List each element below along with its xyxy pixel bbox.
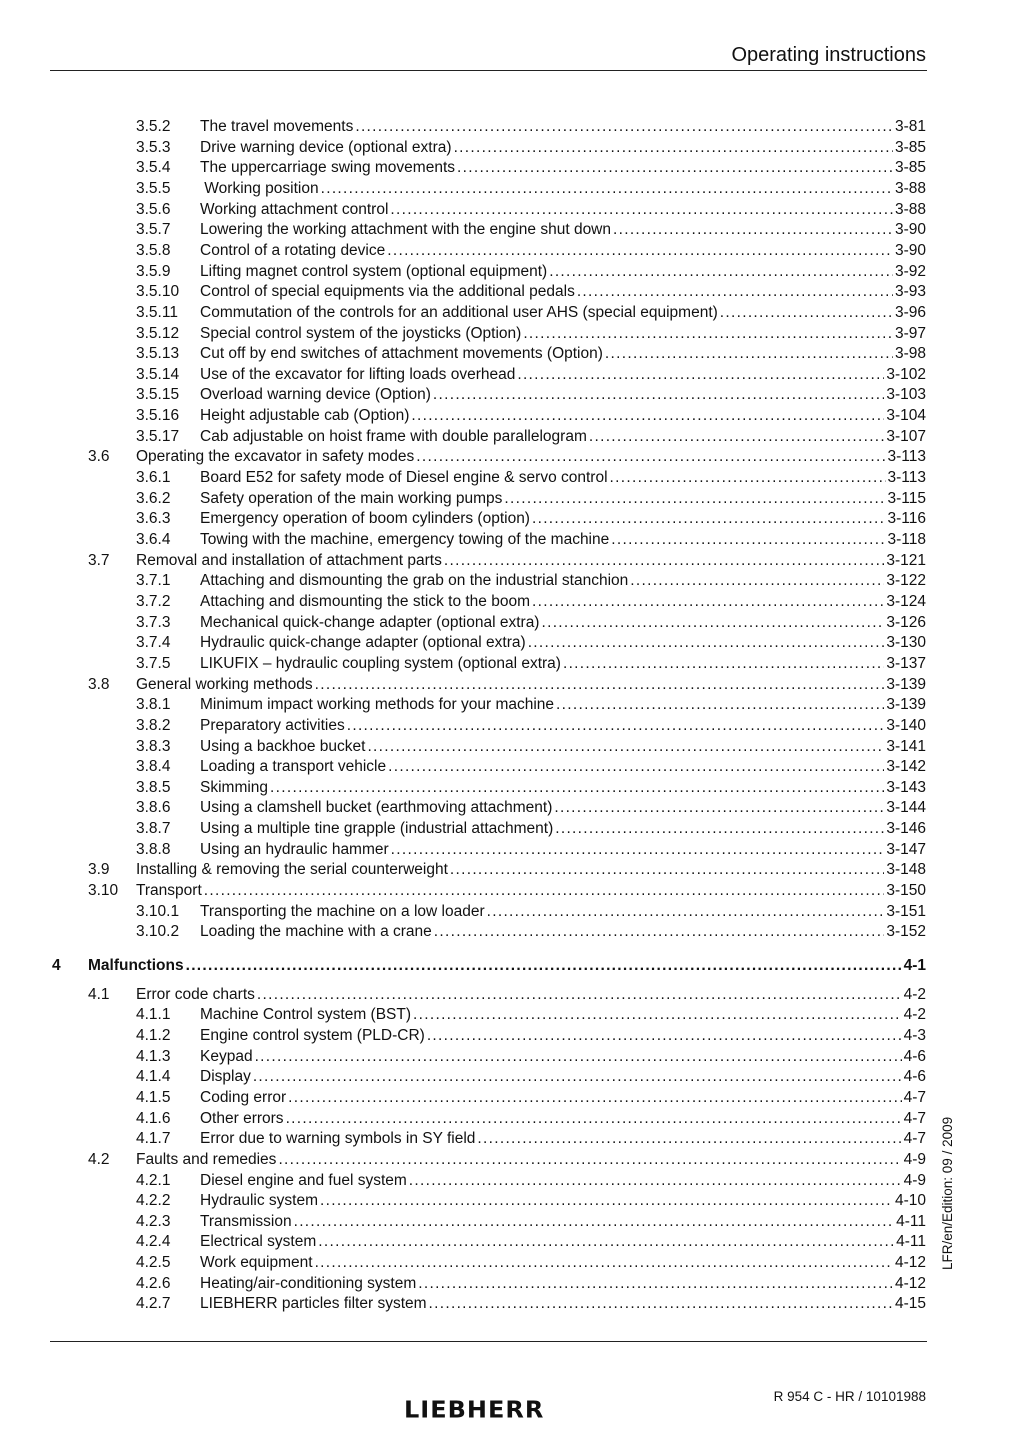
toc-page-number: 3-143 [886, 778, 926, 796]
toc-row[interactable] [136, 922, 926, 943]
toc-leader-dots [532, 592, 884, 613]
toc-title: Control of special equipments via the additional pedals [200, 283, 575, 301]
toc-leader-dots [434, 922, 885, 943]
toc-number: 3.5.17 [136, 427, 180, 445]
toc-title: Using a clamshell bucket (earthmoving attachment) [200, 799, 553, 817]
toc-page-number: 3-140 [886, 716, 926, 734]
toc-row[interactable] [136, 1047, 926, 1068]
toc-leader-dots [286, 1109, 902, 1130]
toc-number: 3.9 [88, 861, 110, 879]
toc-row[interactable] [136, 509, 926, 530]
toc-leader-dots [320, 1191, 893, 1212]
toc-leader-dots [355, 117, 893, 138]
page-header-title: Operating instructions [731, 44, 926, 66]
toc-page-number: 3-126 [886, 613, 926, 631]
toc-row[interactable] [136, 1026, 926, 1047]
toc-title: Loading a transport vehicle [200, 758, 387, 776]
toc-number: 3.5.14 [136, 365, 180, 383]
toc-number: 3.10.2 [136, 923, 180, 941]
toc-row[interactable] [136, 1171, 926, 1192]
toc-page-number: 3-92 [894, 262, 926, 280]
toc-page-number: 3-103 [886, 386, 926, 404]
toc-leader-dots [318, 1232, 894, 1253]
toc-page-number: 4-7 [903, 1109, 926, 1127]
toc-leader-dots [487, 902, 885, 923]
toc-title: Overload warning device (Option) [200, 386, 431, 404]
toc-row[interactable] [136, 406, 926, 427]
toc-number: 3.5.4 [136, 159, 171, 177]
toc-leader-dots [315, 1253, 893, 1274]
toc-row[interactable] [136, 1129, 926, 1150]
toc-row[interactable] [136, 262, 926, 283]
toc-page-number: 4-3 [903, 1026, 926, 1044]
toc-title: Operating the excavator in safety modes [136, 448, 415, 466]
toc-row[interactable] [136, 489, 926, 510]
toc-number: 3.6.4 [136, 531, 171, 548]
toc-title: Electrical system [200, 1233, 317, 1251]
toc-page-number: 3-90 [894, 221, 926, 239]
toc-row[interactable] [136, 613, 926, 634]
toc-page-number: 4-9 [903, 1150, 926, 1168]
toc-leader-dots [186, 956, 902, 977]
toc-leader-dots [532, 509, 886, 530]
toc-title: Error due to warning symbols in SY field [200, 1130, 476, 1148]
toc-row[interactable] [136, 902, 926, 923]
toc-row[interactable] [136, 158, 926, 179]
toc-row[interactable] [136, 468, 926, 489]
toc-row[interactable] [88, 551, 926, 572]
toc-page-number: 3-85 [894, 138, 926, 156]
toc-number: 3.5.12 [136, 324, 180, 342]
toc-row[interactable] [136, 241, 926, 262]
toc-leader-dots [528, 633, 885, 654]
toc-row[interactable] [136, 138, 926, 159]
toc-row[interactable] [136, 633, 926, 654]
toc-title: Skimming [200, 778, 269, 796]
toc-page-number: 3-122 [886, 572, 926, 590]
toc-number: 3.5.15 [136, 386, 180, 404]
toc-title: Safety operation of the main working pumps [200, 489, 503, 507]
toc-page-number: 4-7 [903, 1130, 926, 1148]
toc-leader-dots [563, 654, 884, 675]
toc-number: 3.8.4 [136, 758, 171, 776]
toc-title: Board E52 for safety mode of Diesel engine & servo control [200, 469, 608, 487]
toc-leader-dots [257, 985, 902, 1006]
toc-row[interactable] [136, 530, 926, 551]
toc-row[interactable] [136, 1212, 926, 1233]
toc-title: Attaching and dismounting the grab on the industrial stanchion [200, 572, 629, 590]
toc-title: Removal and installation of attachment parts [136, 551, 442, 569]
toc-page-number: 3-146 [886, 820, 926, 838]
toc-leader-dots [541, 613, 884, 634]
toc-page-number: 4-6 [903, 1068, 926, 1086]
toc-number: 3.6.2 [136, 489, 171, 507]
toc-row[interactable] [136, 1274, 926, 1295]
toc-title: LIKUFIX – hydraulic coupling system (optional extra) [200, 654, 561, 672]
toc-page-number: 3-107 [886, 427, 926, 445]
toc-page-number: 3-88 [894, 179, 926, 197]
toc-row[interactable] [136, 1294, 926, 1315]
toc-title: Preparatory activities [200, 716, 345, 734]
toc-title: Drive warning device (optional extra) [200, 138, 452, 156]
toc-row[interactable] [136, 282, 926, 303]
toc-page-number: 4-10 [894, 1192, 926, 1210]
toc-row[interactable] [136, 654, 926, 675]
toc-page-number: 4-2 [903, 985, 926, 1003]
toc-title: Commutation of the controls for an additional user AHS (special equipment) [200, 303, 718, 321]
toc-number: 3.6 [88, 448, 110, 466]
toc-page-number: 3-81 [894, 118, 926, 135]
toc-number: 4.2.5 [136, 1254, 171, 1272]
toc-number: 3.5.7 [136, 221, 171, 239]
toc-title: Cut off by end switches of attachment movements (Option) [200, 345, 603, 363]
toc-number: 4.2.4 [136, 1233, 171, 1251]
toc-row[interactable] [88, 447, 926, 468]
toc-row[interactable] [136, 179, 926, 200]
toc-title: Engine control system (PLD-CR) [200, 1026, 425, 1044]
toc-title: Display [200, 1068, 251, 1086]
toc-title: Mechanical quick-change adapter (optional extra) [200, 613, 540, 631]
toc-leader-dots [477, 1129, 901, 1150]
toc-title: Keypad [200, 1047, 253, 1065]
toc-leader-dots [457, 158, 893, 179]
toc-leader-dots [347, 716, 885, 737]
toc-row[interactable] [136, 117, 926, 138]
toc-number: 4.1.4 [136, 1068, 171, 1086]
toc-leader-dots [321, 179, 893, 200]
toc-page-number: 3-151 [886, 902, 926, 920]
toc-number: 3.7.2 [136, 592, 171, 610]
toc-number: 4.1.6 [136, 1109, 171, 1127]
toc-leader-dots [523, 324, 893, 345]
toc-leader-dots [418, 1274, 893, 1295]
toc-leader-dots [589, 427, 884, 448]
toc-number: 3.7 [88, 551, 110, 569]
toc-row[interactable] [136, 344, 926, 365]
toc-leader-dots [388, 757, 884, 778]
toc-leader-dots [605, 344, 893, 365]
toc-title: Hydraulic quick-change adapter (optional extra) [200, 634, 526, 652]
toc-row[interactable] [136, 1191, 926, 1212]
toc-title: Transporting the machine on a low loader [200, 902, 485, 920]
toc-leader-dots [611, 530, 885, 551]
toc-page-number: 3-118 [887, 531, 926, 548]
toc-number: 4.2.7 [136, 1295, 171, 1313]
toc-number: 3.8.8 [136, 840, 171, 858]
toc-number: 4.2.1 [136, 1171, 171, 1189]
toc-row[interactable] [136, 365, 926, 386]
toc-leader-dots [278, 1150, 901, 1171]
toc-title: Heating/air-conditioning system [200, 1274, 417, 1292]
toc-number: 4.1.2 [136, 1026, 171, 1044]
toc-page-number: 3-130 [886, 634, 926, 652]
toc-leader-dots [433, 385, 884, 406]
toc-row[interactable] [136, 1253, 926, 1274]
toc-page-number: 3-90 [894, 241, 926, 259]
toc-number: 3.7.5 [136, 654, 171, 672]
toc-page-number: 4-12 [894, 1254, 926, 1272]
toc-title: General working methods [136, 675, 313, 693]
toc-row[interactable] [88, 675, 926, 696]
toc-title: Using a multiple tine grapple (industrial attachment) [200, 820, 554, 838]
toc-number: 3.5.8 [136, 241, 171, 259]
toc-title: Diesel engine and fuel system [200, 1171, 407, 1189]
toc-page-number: 4-11 [896, 1212, 926, 1230]
toc-leader-dots [270, 778, 884, 799]
toc-leader-dots [409, 1171, 902, 1192]
toc-page-number: 3-97 [894, 324, 926, 342]
toc-leader-dots [294, 1212, 895, 1233]
toc-number: 4.2.2 [136, 1192, 171, 1210]
toc-row[interactable] [136, 1109, 926, 1130]
toc-page-number: 3-150 [886, 882, 926, 900]
toc-number: 3.8.6 [136, 799, 171, 817]
footer-rule [50, 1341, 927, 1342]
toc-title: The travel movements [200, 118, 354, 135]
toc-leader-dots [429, 1294, 893, 1315]
toc-title: Faults and remedies [136, 1150, 277, 1168]
toc-number: 4.1 [88, 985, 110, 1003]
toc-page-number: 4-9 [903, 1171, 926, 1189]
toc-number: 4.2 [88, 1150, 110, 1168]
toc-number: 4.1.1 [136, 1006, 171, 1024]
liebherr-logo: LIEBHERR [404, 1396, 545, 1424]
toc-page-number: 4-15 [894, 1295, 926, 1313]
model-number: R 954 C - HR / 10101988 [773, 1389, 926, 1404]
toc-page-number: 3-141 [886, 737, 926, 755]
toc-title: Using a backhoe bucket [200, 737, 366, 755]
toc-title: Malfunctions [88, 957, 184, 974]
toc-title: Machine Control system (BST) [200, 1006, 412, 1024]
toc-number: 3.5.16 [136, 407, 180, 425]
toc-title: Working attachment control [200, 200, 389, 218]
toc-title: Use of the excavator for lifting loads overhead [200, 365, 516, 383]
toc-leader-dots [450, 860, 884, 881]
toc-leader-dots [413, 1005, 902, 1026]
toc-leader-dots [387, 241, 893, 262]
toc-number: 3.5.10 [136, 283, 180, 301]
toc-number: 3.6.1 [136, 469, 171, 487]
toc-number: 3.10 [88, 882, 119, 900]
toc-row[interactable] [136, 303, 926, 324]
toc-title: Other errors [200, 1109, 284, 1127]
toc-row[interactable] [136, 1005, 926, 1026]
toc-leader-dots [554, 798, 884, 819]
toc-page-number: 3-85 [894, 159, 926, 177]
toc-leader-dots [720, 303, 893, 324]
toc-title: Loading the machine with a crane [200, 923, 432, 941]
toc-title: Transport [136, 882, 202, 900]
toc-title: Working position [200, 179, 319, 197]
toc-row[interactable] [136, 778, 926, 799]
toc-title: Work equipment [200, 1254, 313, 1272]
toc-leader-dots [454, 138, 893, 159]
toc-leader-dots [613, 220, 893, 241]
toc-row[interactable] [136, 200, 926, 221]
toc-number: 3.5.9 [136, 262, 171, 280]
toc-page-number: 3-121 [886, 551, 926, 569]
toc-title: Transmission [200, 1212, 292, 1230]
toc-title: Attaching and dismounting the stick to the boom [200, 592, 531, 610]
toc-page-number: 3-148 [886, 861, 926, 879]
toc-leader-dots [630, 571, 884, 592]
toc-page-number: 3-102 [886, 365, 926, 383]
toc-row[interactable] [136, 737, 926, 758]
toc-leader-dots [504, 489, 885, 510]
toc-leader-dots [390, 200, 893, 221]
toc-number: 3.7.4 [136, 634, 171, 652]
toc-page-number: 4-12 [894, 1274, 926, 1292]
toc-leader-dots [549, 262, 893, 283]
toc-title: Height adjustable cab (Option) [200, 407, 410, 425]
toc-number: 3.5.11 [136, 303, 178, 321]
toc-number: 3.7.3 [136, 613, 171, 631]
toc-page-number: 3-139 [886, 675, 926, 693]
toc-title: Error code charts [136, 985, 255, 1003]
toc-page-number: 3-96 [894, 303, 926, 321]
toc-title: LIEBHERR particles filter system [200, 1295, 427, 1313]
toc-page-number: 3-139 [886, 696, 926, 714]
toc-leader-dots [427, 1026, 902, 1047]
toc-leader-dots [555, 819, 884, 840]
toc-leader-dots [444, 551, 884, 572]
toc-row[interactable] [88, 985, 926, 1006]
toc-page-number: 3-98 [894, 345, 926, 363]
toc-leader-dots [253, 1067, 902, 1088]
toc-page-number: 4-6 [903, 1047, 926, 1065]
toc-number: 3.8.5 [136, 778, 171, 796]
toc-number: 3.7.1 [136, 572, 171, 590]
toc-page-number: 4-1 [903, 957, 926, 974]
toc-number: 3.6.3 [136, 510, 171, 528]
toc-leader-dots [416, 447, 885, 468]
toc-row[interactable] [136, 1232, 926, 1253]
toc-row[interactable] [136, 819, 926, 840]
toc-number: 3.5.13 [136, 345, 180, 363]
toc-row[interactable] [136, 592, 926, 613]
toc-number: 4.1.7 [136, 1130, 171, 1148]
toc-row[interactable] [136, 757, 926, 778]
toc-number: 3.5.6 [136, 200, 171, 218]
toc-number: 3.8.7 [136, 820, 171, 838]
toc-number: 4.1.5 [136, 1088, 171, 1106]
toc-page-number: 4-11 [896, 1233, 926, 1251]
toc-leader-dots [610, 468, 886, 489]
toc-title: Towing with the machine, emergency towing of the machine [200, 531, 610, 548]
toc-leader-dots [204, 881, 885, 902]
toc-page-number: 3-137 [886, 654, 926, 672]
toc-page-number: 4-2 [903, 1006, 926, 1024]
toc-row[interactable] [88, 881, 926, 902]
toc-row[interactable] [136, 427, 926, 448]
toc-number: 3.5.2 [136, 118, 171, 135]
toc-row[interactable] [136, 385, 926, 406]
toc-number: 3.8 [88, 675, 110, 693]
toc-row[interactable] [136, 571, 926, 592]
toc-leader-dots [411, 406, 884, 427]
toc-page-number: 3-113 [887, 448, 926, 466]
toc-number: 4 [52, 957, 61, 974]
toc-page-number: 3-88 [894, 200, 926, 218]
toc-title: Special control system of the joysticks (Option) [200, 324, 522, 342]
toc-number: 3.8.2 [136, 716, 171, 734]
toc-number: 3.10.1 [136, 902, 180, 920]
toc-row[interactable] [136, 798, 926, 819]
toc-leader-dots [315, 675, 885, 696]
toc-leader-dots [577, 282, 893, 303]
toc-row[interactable] [136, 1067, 926, 1088]
toc-row[interactable] [136, 695, 926, 716]
header-rule [50, 70, 927, 71]
toc-number: 3.5.3 [136, 138, 171, 156]
toc-number: 3.8.3 [136, 737, 171, 755]
toc-page-number: 3-115 [887, 489, 926, 507]
toc-leader-dots [391, 840, 885, 861]
toc-title: Control of a rotating device [200, 241, 386, 259]
toc-page-number: 3-93 [894, 283, 926, 301]
toc-row[interactable] [136, 220, 926, 241]
toc-title: Coding error [200, 1088, 287, 1106]
toc-page-number: 3-147 [886, 840, 926, 858]
toc-page-number: 4-7 [903, 1088, 926, 1106]
toc-page-number: 3-142 [886, 758, 926, 776]
toc-row[interactable] [136, 324, 926, 345]
toc-title: Cab adjustable on hoist frame with double parallelogram [200, 427, 587, 445]
toc-title: Lifting magnet control system (optional equipment) [200, 262, 548, 280]
toc-row[interactable] [88, 860, 926, 881]
toc-row[interactable] [136, 1088, 926, 1109]
toc-chapter-row[interactable] [52, 956, 926, 977]
toc-page-number: 3-116 [887, 510, 926, 528]
edition-note: LFR/en/Edition: 09 / 2009 [940, 1116, 955, 1270]
toc-row[interactable] [136, 840, 926, 861]
toc-title: Hydraulic system [200, 1192, 318, 1210]
toc-page-number: 3-152 [886, 923, 926, 941]
toc-title: Using an hydraulic hammer [200, 840, 389, 858]
toc-row[interactable] [88, 1150, 926, 1171]
toc-page-number: 3-144 [886, 799, 926, 817]
toc-number: 4.2.3 [136, 1212, 171, 1230]
toc-leader-dots [556, 695, 884, 716]
toc-row[interactable] [136, 716, 926, 737]
toc-leader-dots [255, 1047, 902, 1068]
toc-page-number: 3-113 [887, 469, 926, 487]
toc-title: The uppercarriage swing movements [200, 159, 456, 177]
toc-title: Emergency operation of boom cylinders (option) [200, 510, 530, 528]
toc-title: Installing & removing the serial counterweight [136, 861, 448, 879]
toc-number: 3.8.1 [136, 696, 171, 714]
toc-page-number: 3-124 [886, 592, 926, 610]
toc-title: Minimum impact working methods for your machine [200, 696, 555, 714]
toc-leader-dots [517, 365, 884, 386]
toc-number: 3.5.5 [136, 179, 171, 197]
toc-title: Lowering the working attachment with the engine shut down [200, 221, 611, 239]
toc-number: 4.1.3 [136, 1047, 171, 1065]
toc-leader-dots [367, 737, 884, 758]
toc-number: 4.2.6 [136, 1274, 171, 1292]
toc-leader-dots [288, 1088, 901, 1109]
toc-page-number: 3-104 [886, 407, 926, 425]
